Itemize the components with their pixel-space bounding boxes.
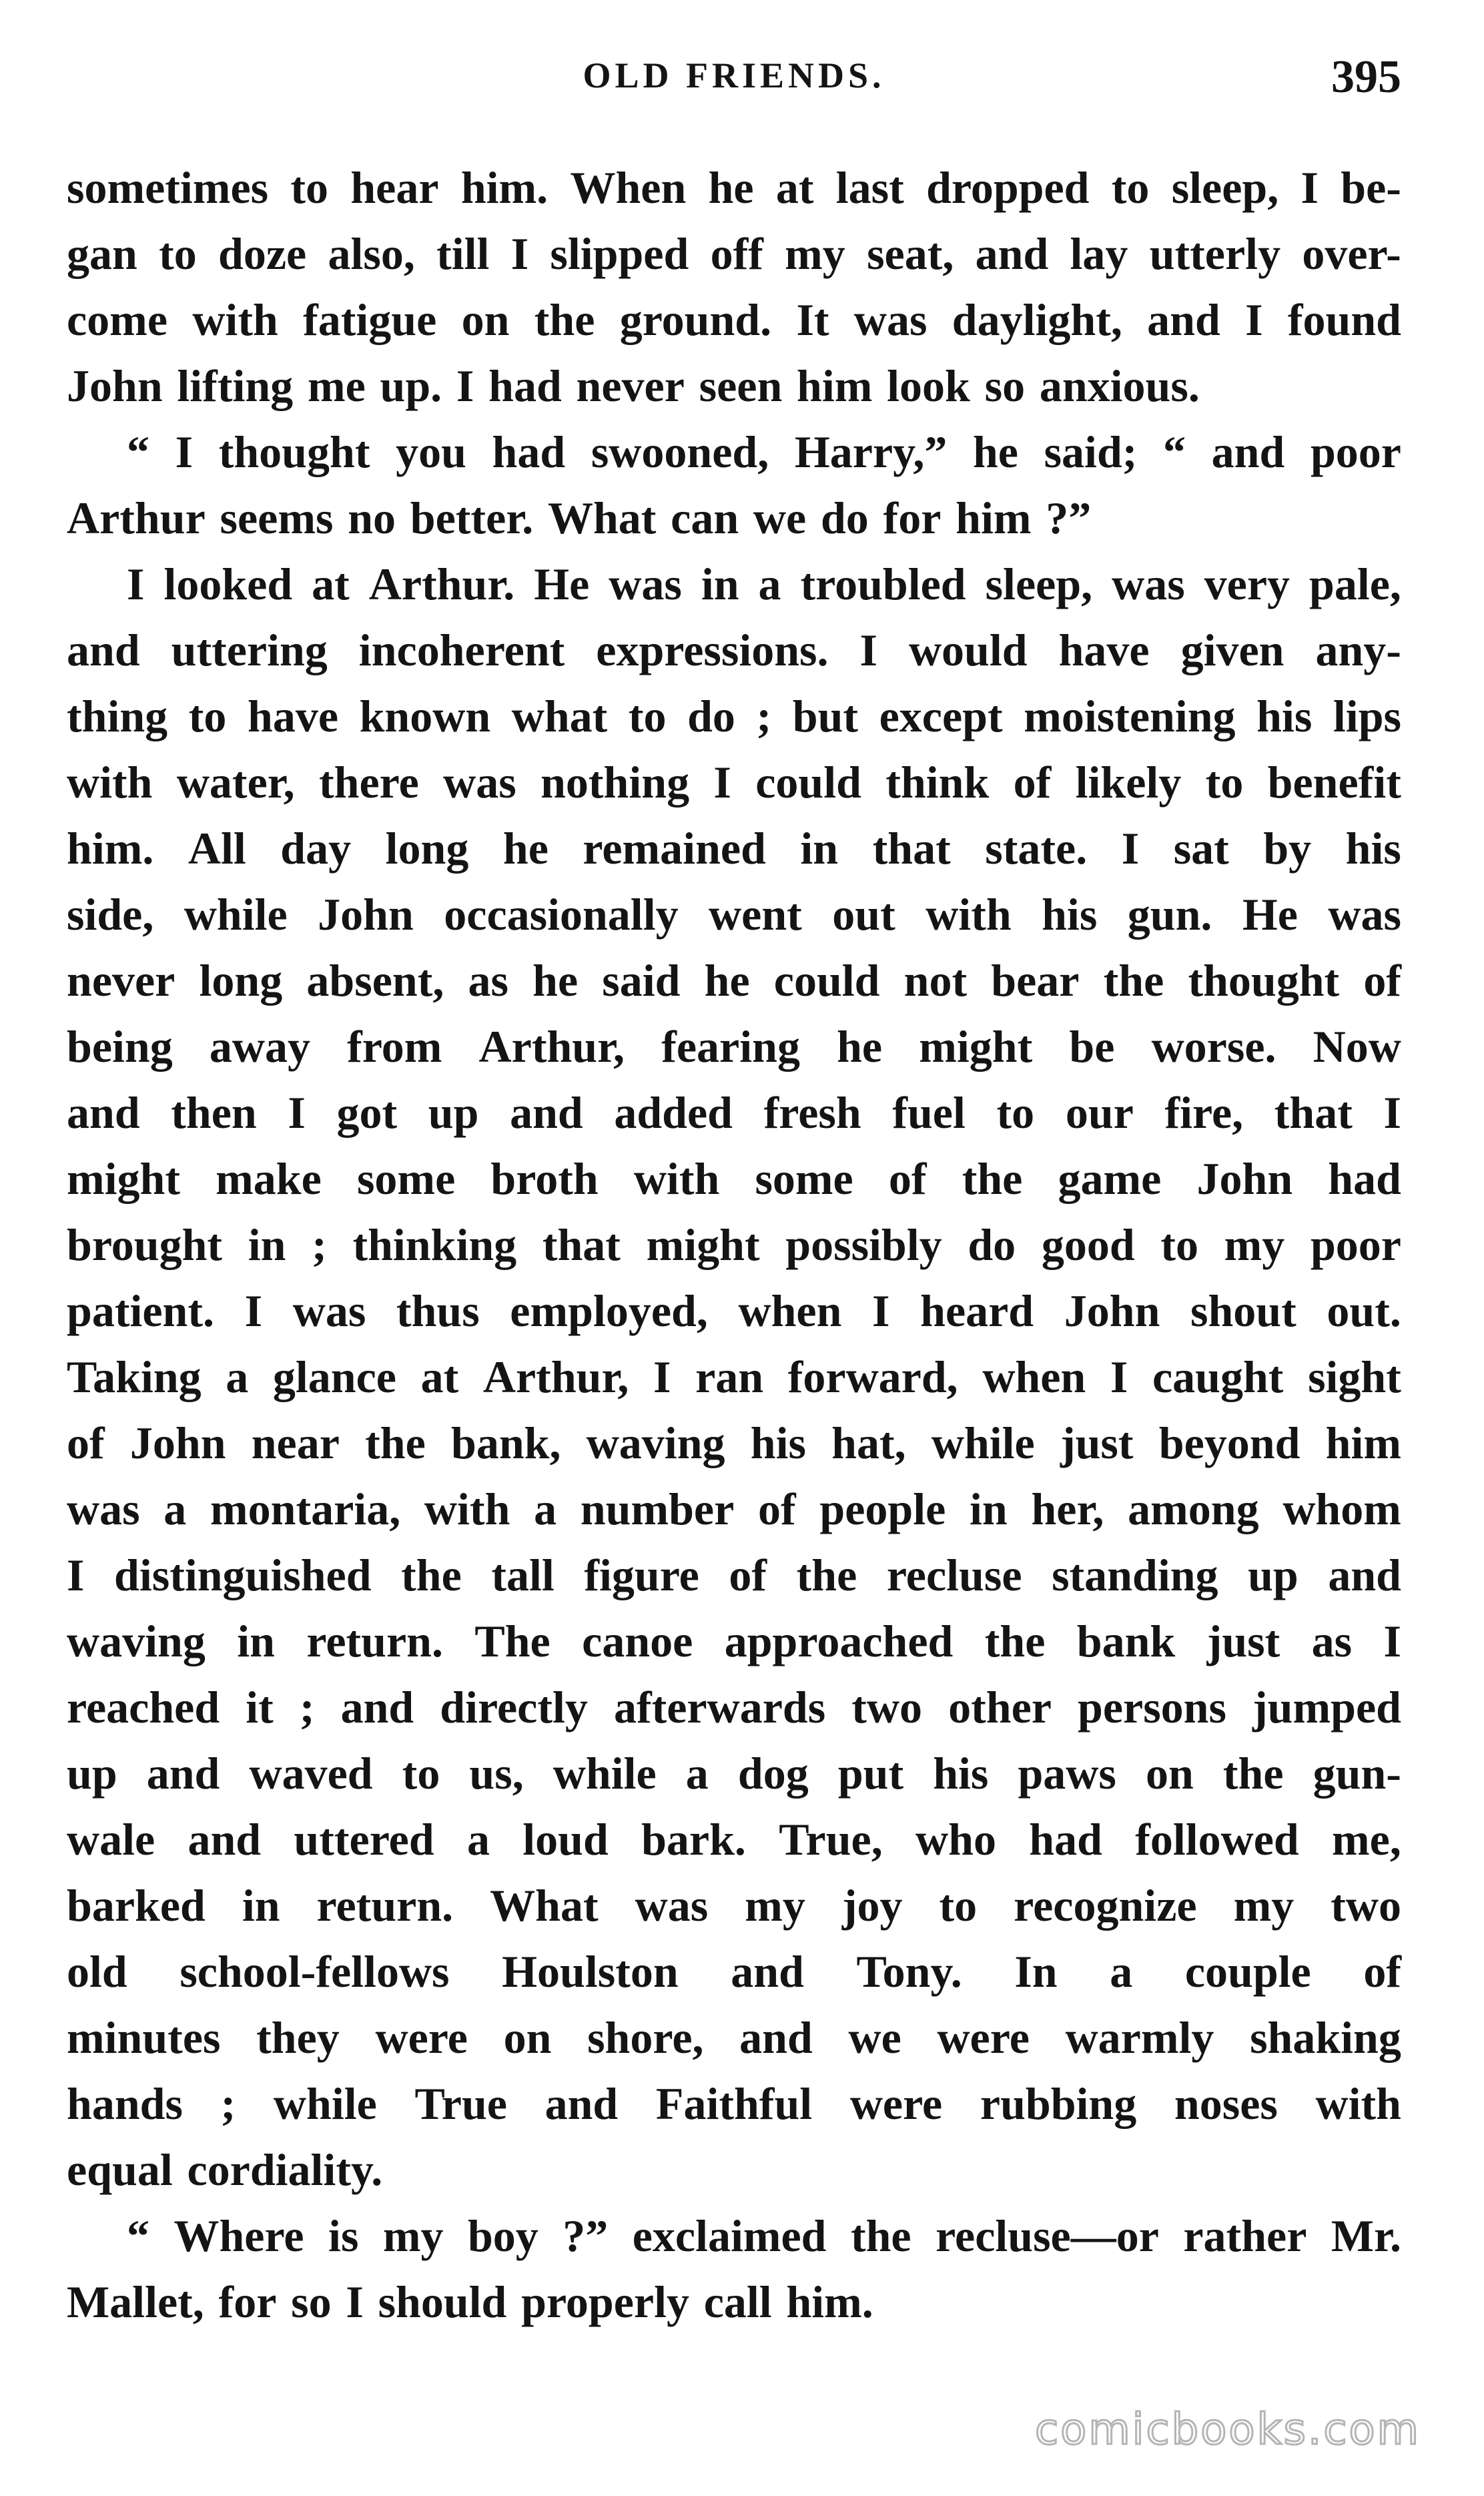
text-line: and uttering incoherent expressions. I would have given any- <box>67 625 1401 675</box>
text-line: Mallet, for so I should properly call him. <box>67 2276 873 2327</box>
running-head <box>67 51 1401 115</box>
text-line: being away from Arthur, fearing he might be worse. Now <box>67 1021 1401 1072</box>
text-line: come with fatigue on the ground. It was daylight, and I found <box>67 294 1401 345</box>
page-number: 395 <box>1331 51 1401 103</box>
text-line: up and waved to us, while a dog put his paws on the gun- <box>67 1748 1401 1799</box>
text-line: patient. I was thus employed, when I heard John shout out. <box>67 1285 1401 1336</box>
text-line: minutes they were on shore, and we were warmly shaking <box>67 2012 1401 2063</box>
body-text <box>67 155 1401 2335</box>
text-line: I distinguished the tall figure of the recluse standing up and <box>67 1550 1401 1600</box>
text-line: wale and uttered a loud bark. True, who had followed me, <box>67 1814 1401 1865</box>
text-line: barked in return. What was my joy to recognize my two <box>67 1880 1401 1931</box>
text-line: hands ; while True and Faithful were rubbing noses with <box>67 2078 1401 2129</box>
text-line: with water, there was nothing I could think of likely to benefit <box>67 757 1401 808</box>
watermark: comicbooks.com <box>1034 2405 1421 2455</box>
text-line: was a montaria, with a number of people in her, among whom <box>67 1484 1401 1534</box>
text-line: sometimes to hear him. When he at last dropped to sleep, I be- <box>67 162 1401 213</box>
text-line: “ I thought you had swooned, Harry,” he said; “ and poor <box>127 426 1401 477</box>
text-line: old school-fellows Houlston and Tony. In a couple of <box>67 1946 1401 1997</box>
text-line: equal cordiality. <box>67 2144 383 2195</box>
text-line: him. All day long he remained in that state. I sat by his <box>67 823 1401 874</box>
text-line: might make some broth with some of the game John had <box>67 1153 1401 1204</box>
text-line: “ Where is my boy ?” exclaimed the recluse—or rather Mr. <box>127 2210 1401 2261</box>
text-line: Arthur seems no better. What can we do for him ?” <box>67 493 1092 543</box>
text-line: side, while John occasionally went out with his gun. He was <box>67 889 1401 940</box>
text-line: thing to have known what to do ; but except moistening his lips <box>67 691 1401 741</box>
text-line: reached it ; and directly afterwards two other persons jumped <box>67 1682 1401 1733</box>
text-line: John lifting me up. I had never seen him look so anxious. <box>67 360 1200 411</box>
text-line: of John near the bank, waving his hat, while just beyond him <box>67 1418 1401 1468</box>
text-line: waving in return. The canoe approached the bank just as I <box>67 1616 1401 1666</box>
running-title: OLD FRIENDS. <box>583 55 885 95</box>
text-line: gan to doze also, till I slipped off my seat, and lay utterly over- <box>67 228 1401 279</box>
text-line: and then I got up and added fresh fuel to our fire, that I <box>67 1087 1401 1138</box>
text-line: I looked at Arthur. He was in a troubled sleep, was very pale, <box>127 559 1401 609</box>
text-line: brought in ; thinking that might possibly do good to my poor <box>67 1219 1401 1270</box>
text-line: never long absent, as he said he could not bear the thought of <box>67 955 1401 1006</box>
text-line: Taking a glance at Arthur, I ran forward, when I caught sight <box>67 1351 1401 1402</box>
